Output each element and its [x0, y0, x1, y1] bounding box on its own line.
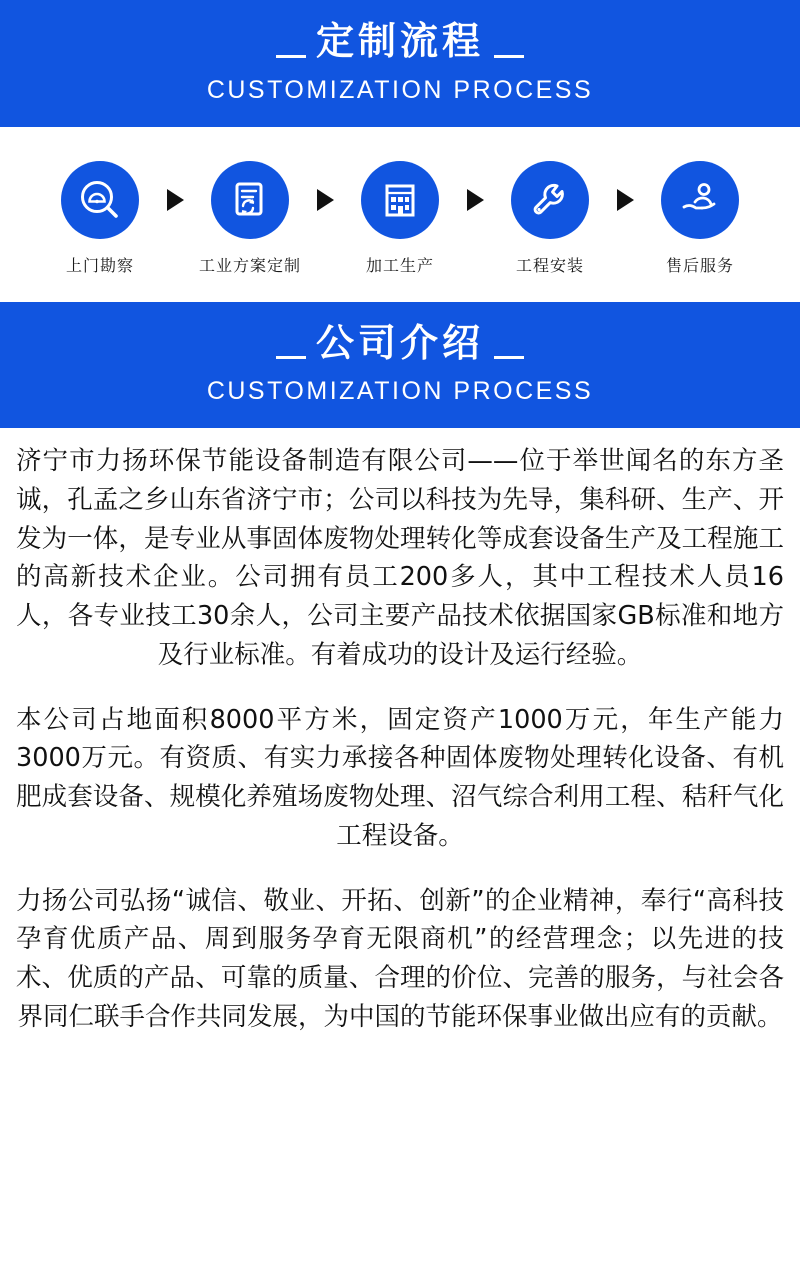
process-step-5	[639, 161, 761, 276]
process-step-4-label: 工程安装	[515, 255, 584, 275]
wrench-install-icon	[511, 161, 589, 239]
process-step-3	[339, 161, 461, 276]
process-banner-title-cn: 定制流程	[290, 18, 510, 66]
process-step-1-label: 上门勘察	[65, 255, 134, 275]
process-banner	[0, 0, 800, 127]
company-description	[0, 428, 800, 1063]
company-banner-title-en: CUSTOMIZATION PROCESS	[206, 377, 594, 405]
process-step-row	[10, 161, 790, 276]
arrow-right-icon-1	[161, 161, 189, 239]
company-banner-title-cn: 公司介绍	[290, 320, 510, 368]
company-paragraph-2: 本公司占地面积8000平方米，固定资产1000万元，年生产能力3000万元。有资质、有实力承接各种固体废物处理转化设备、有机肥成套设备、规模化养殖场废物处理、沼气综合利用工程、秸秆气化工程设备。	[16, 704, 784, 851]
process-step-2	[189, 161, 311, 276]
process-step-4	[489, 161, 611, 276]
company-banner	[0, 302, 800, 429]
arrow-right-icon-2	[311, 161, 339, 239]
factory-building-icon	[361, 161, 439, 239]
process-banner-title-en: CUSTOMIZATION PROCESS	[206, 75, 594, 104]
process-step-3-label: 加工生产	[365, 255, 434, 275]
arrow-right-icon-4	[611, 161, 639, 239]
company-paragraph-3: 力扬公司弘扬“诚信、敬业、开拓、创新”的企业精神，奉行“高科技孕育优质产品、周到服务孕育无限商机”的经营理念；以先进的技术、优质的产品、可靠的质量、合理的价位、完善的服务，与社会各界同仁联手合作共同发展，为中国的节能环保事业做出应有的贡献。	[16, 885, 784, 1032]
hand-service-icon	[661, 161, 739, 239]
document-plan-icon	[211, 161, 289, 239]
process-section	[0, 135, 800, 302]
process-step-5-label: 售后服务	[665, 255, 734, 275]
magnifier-survey-icon	[61, 161, 139, 239]
process-step-1	[39, 161, 161, 276]
process-step-2-label: 工业方案定制	[198, 255, 301, 275]
arrow-right-icon-3	[461, 161, 489, 239]
company-paragraph-1: 济宁市力扬环保节能设备制造有限公司——位于举世闻名的东方圣诚，孔孟之乡山东省济宁市；公司以科技为先导，集科研、生产、开发为一体，是专业从事固体废物处理转化等成套设备生产及工程施工的高新技术企业。公司拥有员工200多人，其中工程技术人员16人，各专业技工30余人，公司主要产品技术依据国家GB标准和地方及行业标准。有着成功的设计及运行经验。	[16, 446, 784, 670]
banner-divider	[0, 127, 800, 135]
